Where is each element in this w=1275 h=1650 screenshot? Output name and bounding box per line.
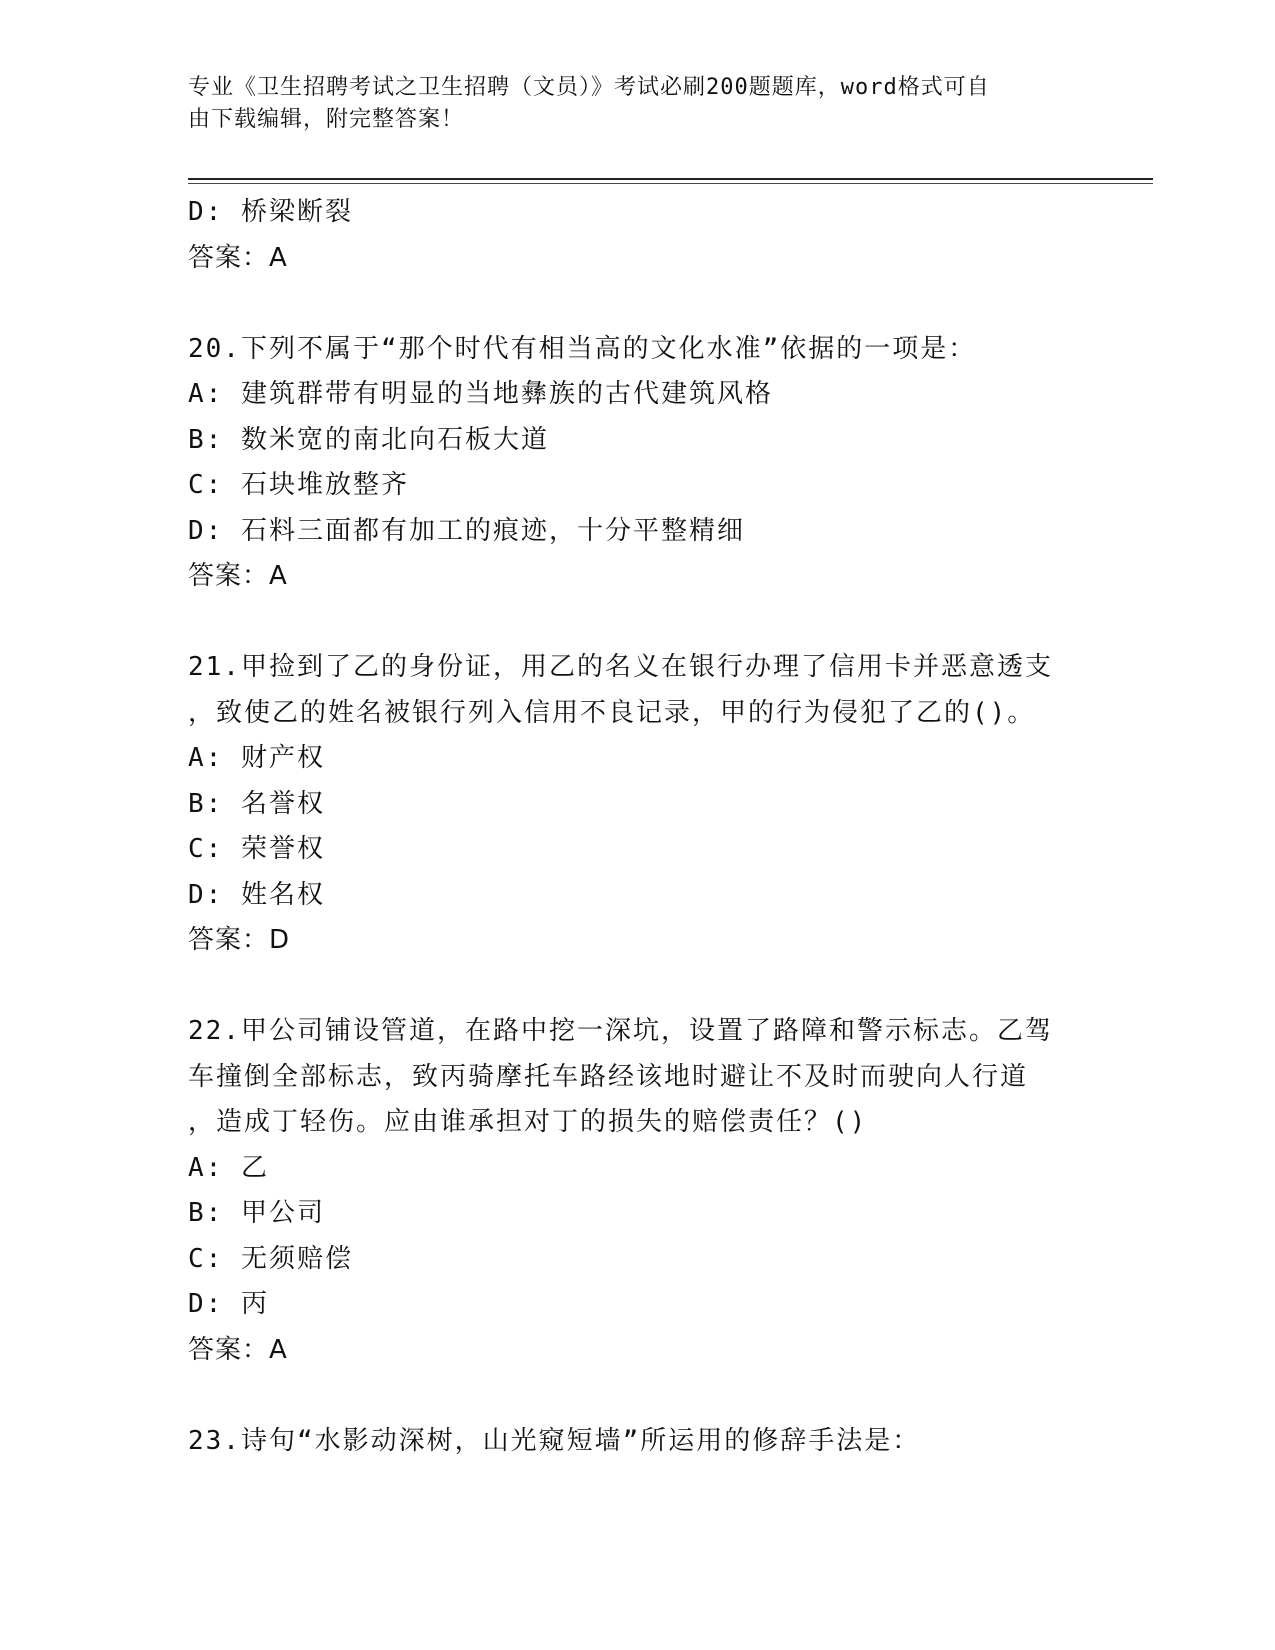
question-22-stem: 22.甲公司铺设管道，在路中挖一深坑，设置了路障和警示标志。乙驾 (188, 1016, 1053, 1046)
spacer (188, 281, 1088, 327)
option-b: B: 甲公司 (188, 1198, 325, 1228)
option-d: D: 丙 (188, 1289, 269, 1319)
question-21-stem: ，致使乙的姓名被银行列入信用不良记录，甲的行为侵犯了乙的()。 (188, 697, 1036, 728)
option-d: D: 石料三面都有加工的痕迹，十分平整精细 (188, 515, 745, 546)
question-21-stem: 21.甲捡到了乙的身份证，用乙的名义在银行办理了信用卡并恶意透支 (188, 652, 1053, 682)
answer: 答案：A (188, 561, 288, 591)
header-divider-thin (188, 183, 1153, 184)
question-23-stem: 23.诗句“水影动深树，山光窥短墙”所运用的修辞手法是： (188, 1425, 921, 1456)
option-b: B: 数米宽的南北向石板大道 (188, 424, 549, 455)
option-b: B: 名誉权 (188, 788, 325, 819)
option-c: C: 石块堆放整齐 (188, 470, 409, 500)
option-d: D: 姓名权 (188, 879, 325, 910)
answer: 答案：D (188, 925, 291, 955)
spacer (188, 964, 1088, 1010)
question-20-stem: 20.下列不属于“那个时代有相当高的文化水准”依据的一项是： (188, 333, 977, 364)
question-22-stem: ，造成丁轻伤。应由谁承担对丁的损失的赔偿责任？() (188, 1107, 868, 1137)
option-a: A: 财产权 (188, 743, 325, 773)
document-header (188, 72, 1068, 136)
spacer (188, 600, 1088, 646)
header-line-1: 专业《卫生招聘考试之卫生招聘（文员）》考试必刷200题题库，word格式可自 (188, 75, 990, 100)
answer: 答案：A (188, 242, 288, 273)
spacer (188, 1373, 1088, 1419)
option-a: A: 建筑群带有明显的当地彝族的古代建筑风格 (188, 379, 773, 409)
option-c: C: 荣誉权 (188, 834, 325, 864)
answer: 答案：A (188, 1334, 288, 1365)
question-22-stem: 车撞倒全部标志，致丙骑摩托车路经该地时避让不及时而驶向人行道 (188, 1061, 1029, 1092)
header-divider-thick (188, 178, 1153, 180)
header-line-2: 由下载编辑，附完整答案！ (188, 107, 465, 132)
option-a: A: 乙 (188, 1152, 269, 1183)
question-list (188, 190, 1088, 1464)
option-d: D: 桥梁断裂 (188, 197, 353, 227)
option-c: C: 无须赔偿 (188, 1243, 353, 1274)
